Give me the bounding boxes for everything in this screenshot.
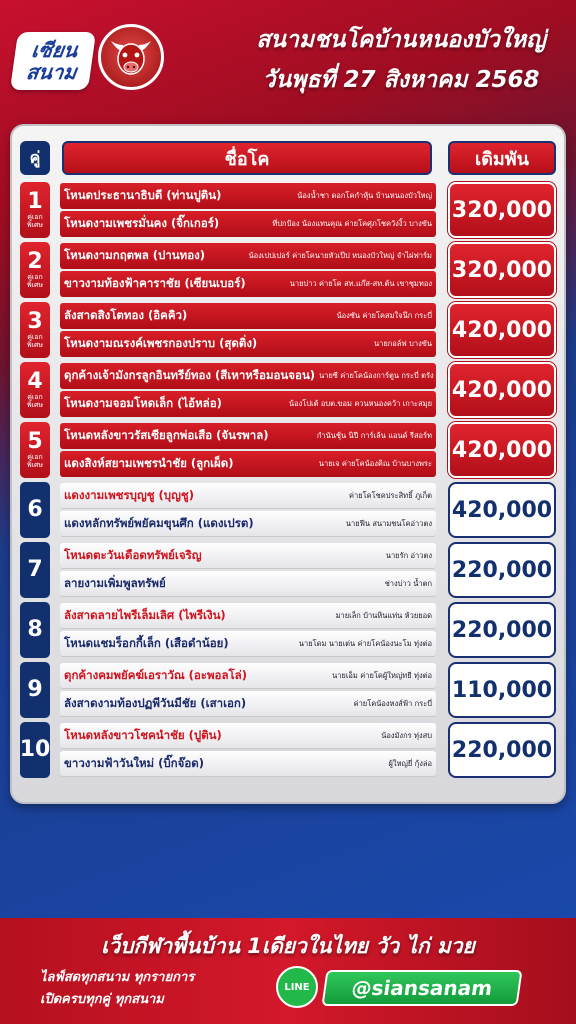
bull-owner: นายเจ ค่ายโคน้องคิณ บ้านบางพระ [318, 459, 432, 468]
bet-amount: 420,000 [448, 482, 556, 538]
pair-number [20, 482, 50, 538]
pair-number [20, 362, 50, 418]
bull-entry-b [60, 511, 436, 537]
bull-name: โหนดหลังขาวรัสเซียลูกพ่อเสือ (จันรพาล) [64, 428, 269, 442]
bull-owner: น้องน้ำชา ดอกโคกำหุ้น บ้านหนองบัวใหญ่ [297, 191, 432, 200]
bull-owner: น้องเปปเปอร์ ค่ายโคนายหัวเป๊ป หนองบัวใหญ่ จำไผ่ฟาร์ม [248, 251, 432, 260]
pair-number [20, 242, 50, 298]
bet-amount: 220,000 [448, 722, 556, 778]
event-date: วันพุธที่ 27 สิงหาคม 2568 [262, 67, 540, 93]
header [0, 0, 576, 118]
special-pair-label: คู่เอก พิเศษ [26, 393, 44, 409]
logo-text: เซียน สนาม [10, 32, 96, 90]
bull-name: แดงงามเพชรบุญชู (บุญชู) [64, 487, 194, 502]
bull-owner: น้องโปเต้ อบต.ขอม ควนหนองคว้า เกาะสมุย [288, 399, 432, 408]
bull-owner: นายรัก อ่าวตง [385, 550, 432, 560]
bull-entry-b [60, 451, 436, 477]
special-pair-label: คู่เอก พิเศษ [26, 213, 44, 229]
bull-entry-b [60, 571, 436, 597]
bull-entry-a [60, 483, 436, 509]
bull-name: โหนดงามจอมโหดเล็ก (ไอ้หล่อ) [64, 396, 222, 410]
bull-entry-b [60, 331, 436, 357]
brand-logo [14, 18, 136, 98]
bull-name: ลายงามเพิ่มพูลทรัพย์ [64, 575, 166, 590]
bull-owner: นายบ่าว ค่ายโค สท.แก๊ส-สท.ต้น เขาชุมทอง [289, 279, 432, 288]
bull-name: โหนดตะวันเดือดทรัพย์เจริญ [64, 547, 202, 562]
bull-owner: ค่ายโคโชคประสิทธิ์ ภูเก็ต [348, 490, 432, 500]
bull-entry-a [60, 243, 436, 269]
bull-owner: นายโดม นายเต่น ค่ายโคน้องนะโม ทุ่งต่อ [298, 638, 432, 648]
bull-entry-b [60, 391, 436, 417]
match-row [20, 542, 556, 598]
column-header-pair: คู่ [20, 141, 50, 175]
bull-owner: นายเอ็ม ค่ายโคผู้ใหญ่ทยี ทุ่งต่อ [332, 670, 432, 680]
bet-amount: 320,000 [448, 242, 556, 298]
bull-entry-a [60, 663, 436, 689]
bull-names [60, 482, 436, 538]
pair-number-text: 2 [27, 249, 43, 274]
bull-owner: กำนันชุ้น นิปี การ์เล้น แอนด์ รีสอร์ท [316, 431, 432, 440]
bet-amount: 420,000 [448, 422, 556, 478]
pair-number [20, 662, 50, 718]
footer-tagline: เว็บกีฬาพื้นบ้าน 1เดียวในไทย วัว ไก่ มวย [101, 934, 475, 958]
bull-name: โหนดแชมร็อกกี้เล็ก (เสือดำน้อย) [64, 635, 229, 650]
bull-owner: น้องซัน ค่ายโคสมใจนึก กระบี่ [336, 311, 432, 320]
bull-entry-a [60, 363, 436, 389]
bet-amount: 320,000 [448, 182, 556, 238]
pair-number-text: 4 [27, 369, 43, 394]
bull-entry-b [60, 751, 436, 777]
column-header-price: เดิมพัน [448, 141, 556, 175]
match-row [20, 302, 556, 358]
bet-amount: 420,000 [448, 302, 556, 358]
pair-number [20, 542, 50, 598]
live-text-line1: ไลฟ์สดทุกสนาม ทุกรายการ [40, 970, 195, 985]
bull-names [60, 662, 436, 718]
match-row [20, 242, 556, 298]
bull-name: โหนดหลังขาวโชคนำชัย (ปูติน) [64, 727, 222, 742]
match-row [20, 722, 556, 778]
bull-entry-a [60, 723, 436, 749]
bull-mascot-icon [98, 24, 164, 90]
match-row [20, 362, 556, 418]
special-pair-label: คู่เอก พิเศษ [26, 333, 44, 349]
special-pair-label: คู่เอก พิเศษ [26, 453, 44, 469]
bull-name: ขาวงามฟ้าวันใหม่ (บิ๊กจ๊อด) [64, 755, 205, 770]
live-text-line2: เปิดครบทุกคู่ ทุกสนาม [40, 992, 164, 1007]
column-header-name: ชื่อโค [62, 141, 432, 175]
special-pair-label: คู่เอก พิเศษ [26, 273, 44, 289]
pair-number [20, 302, 50, 358]
bull-name: ลังสาดลายไพรีเล็มเลิศ (ไพรีเงิน) [64, 607, 226, 622]
pair-number-text: 1 [27, 189, 43, 214]
bull-names [60, 242, 436, 298]
bet-amount: 220,000 [448, 542, 556, 598]
bet-amount: 420,000 [448, 362, 556, 418]
match-row [20, 422, 556, 478]
bull-entry-b [60, 211, 436, 237]
bull-owner: นายกอล์ฟ บางขัน [374, 339, 432, 348]
bull-owner: นายฟีน สนามชนโคอ่าวตง [345, 518, 432, 528]
pair-number-text: 7 [27, 557, 43, 582]
bull-entry-a [60, 423, 436, 449]
pair-number-text: 3 [27, 309, 43, 334]
pair-number-text: 5 [27, 429, 43, 454]
bull-names [60, 542, 436, 598]
bull-names [60, 422, 436, 478]
bull-name: โหนดงามณรงค์เพชรกองปราบ (สุดติ่ง) [64, 336, 258, 350]
bull-entry-b [60, 691, 436, 717]
pair-number-text: 9 [27, 677, 43, 702]
pair-number-text: 8 [27, 617, 43, 642]
pair-number [20, 182, 50, 238]
bull-owner: ที่ปกป้อง น้องแทนคุณ ค่ายโคศุภโชควังงิ้ว บางขัน [272, 219, 432, 228]
pair-number [20, 722, 50, 778]
bull-name: โหนดประธานาธิบดี (ท่านปูติน) [64, 188, 222, 202]
bull-names [60, 602, 436, 658]
bull-name: ดุกค้างเจ้ามังกรลูกอินทรีย์ทอง (สีเหาหรือมอนจอน) [64, 368, 316, 382]
bull-owner: ค่ายโคน้องหงส์ฟ้า กระบี่ [353, 698, 432, 708]
bull-name: ดุกค้างคมพยัคฆ์เอราวัณ (อะพอลโล่) [64, 667, 247, 682]
bull-name: แดงหลักทรัพย์พยัคมขุนศึก (แดงเปรต) [64, 515, 254, 530]
match-row [20, 482, 556, 538]
pair-number [20, 422, 50, 478]
match-row [20, 662, 556, 718]
bull-names [60, 362, 436, 418]
bull-names [60, 302, 436, 358]
bull-entry-b [60, 271, 436, 297]
bull-name: ลังสาดงามท้องปฏพีวันมีชัย (เสาเอก) [64, 695, 247, 710]
bull-entry-b [60, 631, 436, 657]
bet-amount: 110,000 [448, 662, 556, 718]
bull-name: ลังสาดสิงโตทอง (อิคคิว) [64, 308, 188, 322]
match-row [20, 182, 556, 238]
bull-entry-a [60, 543, 436, 569]
bull-entry-a [60, 303, 436, 329]
bull-names [60, 182, 436, 238]
pair-number [20, 602, 50, 658]
bull-entry-a [60, 183, 436, 209]
bull-owner: ผู้ใหญ่ยี่ กุ้งล่อ [388, 758, 432, 768]
bull-name: ขาวงามท้องฟ้าคาราชัย (เซียนเบอร์) [64, 276, 246, 290]
bet-amount: 220,000 [448, 602, 556, 658]
match-row [20, 602, 556, 658]
pair-number-text: 6 [27, 497, 43, 522]
bull-owner: นายซี ค่ายโคน้องการ์ตูน กระบี่ ตรัง [319, 371, 434, 380]
pair-number-text: 10 [19, 737, 51, 762]
bull-names [60, 722, 436, 778]
bull-owner: มายเล็ก บ้านหินแท่น ห้วยยอด [335, 610, 432, 620]
line-id-button[interactable]: @siansanam [321, 970, 522, 1006]
bull-name: แดงสิงห์สยามเพชรนำชัย (ลูกเผ็ด) [64, 456, 234, 470]
bull-name: โหนดงามกฤตพล (ปานทอง) [64, 248, 205, 262]
bull-owner: ช่างบ่าว น้ำตก [384, 578, 432, 588]
page-title: สนามชนโคบ้านหนองบัวใหญ่ [256, 27, 546, 53]
bull-name: โหนดงามเพชรมั่นคง (จิ๊กเกอร์) [64, 216, 220, 230]
bull-owner: น้องมังกร ทุ่งสบ [381, 730, 432, 740]
line-app-icon[interactable]: LINE [276, 966, 318, 1008]
bull-entry-a [60, 603, 436, 629]
